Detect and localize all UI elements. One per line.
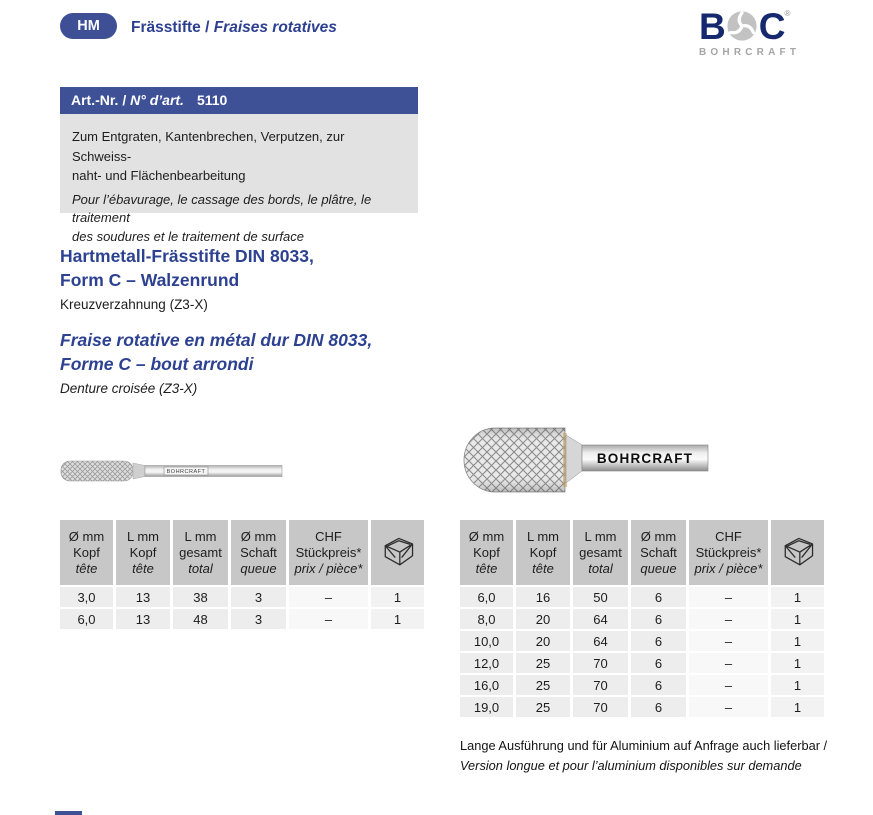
table-grid [460, 520, 824, 717]
header-line-fr: tête [532, 560, 554, 576]
material-badge-label: HM [77, 18, 100, 34]
material-badge [60, 13, 117, 39]
column-header-packaging [771, 520, 824, 585]
table-cell: 6 [631, 697, 686, 717]
table-cell: 20 [516, 609, 570, 629]
table-cell: 70 [573, 653, 628, 673]
table-cell: 1 [771, 631, 824, 651]
header-line: Kopf [73, 544, 100, 560]
product-title-french [60, 329, 372, 398]
header-line: gesamt [579, 544, 622, 560]
brand-label-small: BOHRCRAFT [166, 469, 206, 475]
product-title-fr-line1: Fraise rotative en métal dur DIN 8033, [60, 330, 373, 350]
brand-label-large: BOHRCRAFT [596, 451, 694, 466]
table-cell: 25 [516, 697, 570, 717]
description-de-line2: naht- und Flächenbearbeitung [72, 168, 246, 183]
header-line: Ø mm [68, 528, 105, 544]
description-fr-line2: des soudures et le traitement de surface [72, 229, 304, 245]
availability-note [460, 736, 860, 776]
table-cell: 16,0 [460, 675, 513, 695]
table-cell: 1 [771, 587, 824, 607]
table-cell: 1 [771, 675, 824, 695]
article-label-de: Art.-Nr. / [71, 92, 131, 108]
table-cell: 1 [771, 653, 824, 673]
table-cell: – [689, 653, 768, 673]
column-header-head-diameter [60, 520, 113, 585]
table-cell: 64 [573, 609, 628, 629]
table-cell: 50 [573, 587, 628, 607]
table-cell: 13 [116, 587, 170, 607]
table-cell: 1 [371, 609, 424, 629]
table-cell: 6 [631, 587, 686, 607]
burr-head-shading [464, 428, 565, 492]
bohrcraft-logo [699, 6, 819, 58]
table-cell: – [689, 631, 768, 651]
table-cell: 70 [573, 675, 628, 695]
column-header-price [689, 520, 768, 585]
logo-wordmark: BOHRCRAFT [699, 47, 801, 58]
table-cell: 13 [116, 609, 170, 629]
table-cell: 10,0 [460, 631, 513, 651]
burr-neck-small [133, 463, 145, 479]
header-line: Ø mm [240, 528, 277, 544]
table-cell: 12,0 [460, 653, 513, 673]
table-cell: – [289, 587, 368, 607]
table-cell: 20 [516, 631, 570, 651]
column-header-total-length [573, 520, 628, 585]
table-cell: 8,0 [460, 609, 513, 629]
header-line: Schaft [240, 544, 277, 560]
description-german [72, 127, 406, 186]
article-number-bar [60, 87, 418, 114]
table-cell: – [689, 587, 768, 607]
header-line: CHF [315, 528, 342, 544]
table-cell: 6 [631, 631, 686, 651]
product-title-fr-line2: Forme C – bout arrondi [60, 353, 254, 374]
table-cell: – [689, 675, 768, 695]
header-line-fr: total [588, 560, 613, 576]
table-cell: 6 [631, 675, 686, 695]
product-title-german [60, 245, 314, 314]
description-french [72, 191, 406, 248]
table-cell: 38 [173, 587, 228, 607]
header-line-fr: prix / pièce* [694, 560, 763, 576]
product-title-de-line2: Form C – Walzenrund [60, 269, 240, 290]
header-line-fr: tête [75, 560, 98, 576]
column-header-price [289, 520, 368, 585]
header-line-fr: tête [132, 560, 154, 576]
header-line: L mm [584, 528, 617, 544]
table-cell: 1 [371, 587, 424, 607]
header-line-fr: tête [475, 560, 498, 576]
description-box [60, 114, 418, 245]
column-header-head-length [116, 520, 170, 585]
header-line: L mm [126, 528, 160, 544]
table-cell: 19,0 [460, 697, 513, 717]
table-cell: 48 [173, 609, 228, 629]
logo-letter-c: C [758, 5, 785, 47]
table-cell: 1 [771, 609, 824, 629]
table-cell: 6 [631, 653, 686, 673]
table-cell: 6 [631, 609, 686, 629]
table-cell: 6,0 [60, 609, 113, 629]
drill-cross-section-icon [726, 10, 758, 42]
column-header-packaging [371, 520, 424, 585]
package-icon [778, 533, 818, 573]
product-subtitle-fr: Denture croisée (Z3-X) [60, 381, 198, 397]
table-cell: 6,0 [460, 587, 513, 607]
table-cell: 3 [231, 609, 286, 629]
product-title-de-line1: Hartmetall-Frässtifte DIN 8033, [60, 246, 314, 266]
table-cell: 3,0 [60, 587, 113, 607]
header-line: Ø mm [468, 528, 505, 544]
footer-accent-bar [55, 811, 82, 815]
table-cell: 70 [573, 697, 628, 717]
size-table-shank-3mm [60, 520, 424, 629]
table-cell: – [289, 609, 368, 629]
product-subtitle-de: Kreuzverzahnung (Z3-X) [60, 297, 208, 313]
header-line: L mm [526, 528, 560, 544]
header-line: L mm [184, 528, 217, 544]
header-line-fr: queue [640, 560, 677, 576]
header-line: Kopf [473, 544, 500, 560]
table-cell: 16 [516, 587, 570, 607]
header-line: Kopf [529, 544, 557, 560]
column-header-shank-diameter [231, 520, 286, 585]
registered-trademark-symbol: ® [784, 9, 791, 18]
availability-note-fr: Version longue et pour l’aluminium disponibles sur demande [460, 757, 802, 773]
column-header-head-diameter [460, 520, 513, 585]
header-line: Ø mm [640, 528, 677, 544]
logo-letter-b: B [699, 5, 725, 47]
header-line: Schaft [640, 544, 677, 560]
header-line: Kopf [129, 544, 157, 560]
bohrcraft-logo-letters [699, 6, 819, 46]
article-number: 5110 [196, 92, 228, 108]
table-cell: 25 [516, 675, 570, 695]
page-title [131, 19, 337, 37]
page-title-de: Frässtifte [131, 19, 201, 36]
description-de-line1: Zum Entgraten, Kantenbrechen, Verputzen, zur Schweiss- [72, 129, 345, 164]
page-title-fr: Fraises rotatives [213, 19, 337, 36]
product-image-large-burr [460, 425, 710, 493]
header-line: gesamt [179, 544, 222, 560]
description-fr-line1: Pour l’ébavurage, le cassage des bords, le plâtre, le traitement [72, 191, 372, 226]
header-line: Stückpreis* [695, 544, 762, 560]
table-cell: 3 [231, 587, 286, 607]
burr-head-texture [61, 461, 133, 481]
product-image-small-burr [60, 459, 285, 483]
header-line: CHF [715, 528, 742, 544]
column-header-total-length [173, 520, 228, 585]
header-line-fr: queue [240, 560, 277, 576]
header-line-fr: total [188, 560, 213, 576]
burr-neck-large [566, 435, 582, 483]
page-title-separator: / [200, 19, 214, 36]
header-line: Stückpreis* [295, 544, 362, 560]
table-cell: 25 [516, 653, 570, 673]
table-cell: – [689, 697, 768, 717]
header-line-fr: prix / pièce* [294, 560, 363, 576]
article-label-fr: N° d’art. [130, 92, 184, 108]
availability-note-de: Lange Ausführung und für Aluminium auf Anfrage auch lieferbar / [460, 738, 828, 753]
column-header-shank-diameter [631, 520, 686, 585]
table-cell: 1 [771, 697, 824, 717]
table-cell: 64 [573, 631, 628, 651]
size-table-shank-6mm [460, 520, 824, 717]
table-cell: – [689, 609, 768, 629]
table-grid [60, 520, 424, 629]
column-header-head-length [516, 520, 570, 585]
package-icon [378, 533, 418, 573]
